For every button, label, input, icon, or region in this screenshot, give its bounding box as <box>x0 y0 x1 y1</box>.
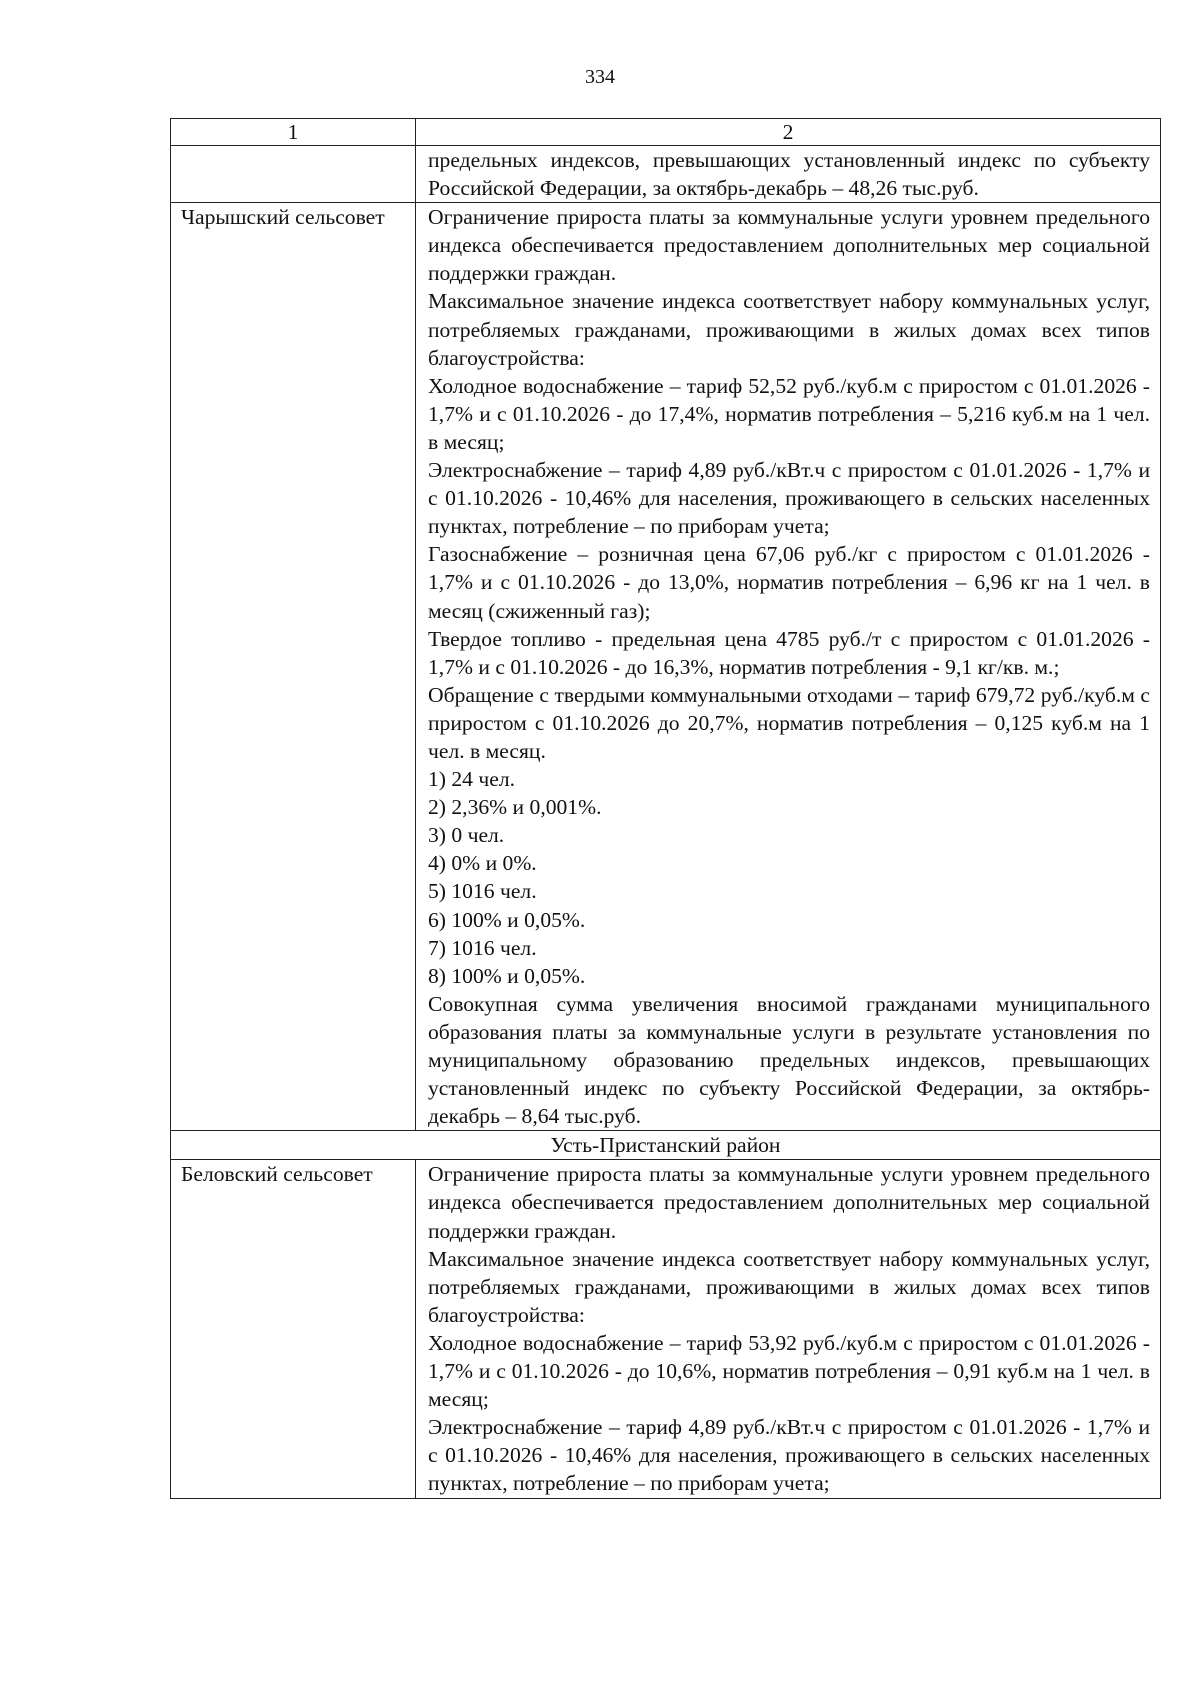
charysh-paragraph-electricity: Электроснабжение – тариф 4,89 руб./кВт.ч с приростом с 01.01.2026 - 1,7% и с 01.10.2026 - 10,46% для населения, проживающего в сельских населенных пунктах, потребление – по приборам учета; <box>428 458 1150 539</box>
belovsky-paragraph-electricity: Электроснабжение – тариф 4,89 руб./кВт.ч с приростом с 01.01.2026 - 1,7% и с 01.10.2026 - 10,46% для населения, проживающего в сельских населенных пунктах, потребление – по приборам учета; <box>428 1415 1150 1496</box>
charysh-list-item: 1) 24 чел. <box>428 767 515 792</box>
charysh-paragraph-solid-fuel: Твердое топливо - предельная цена 4785 руб./т с приростом с 01.01.2026 - 1,7% и с 01.10.2026 - до 16,3%, норматив потребления - 9,1 кг/кв. м.; <box>428 626 1150 679</box>
charysh-row <box>171 203 1161 1131</box>
charysh-paragraph-gas: Газоснабжение – розничная цена 67,06 руб./кг с приростом с 01.01.2026 - 1,7% и с 01.10.2026 - до 13,0%, норматив потребления – 6,96 кг на 1 чел. в месяц (сжиженный газ); <box>428 542 1150 623</box>
charysh-municipality-cell: Чарышский сельсовет <box>171 203 416 1131</box>
charysh-paragraph-limit: Ограничение прироста платы за коммунальные услуги уровнем предельного индекса обеспечивается предоставлением дополнительных мер социальной поддержки граждан. <box>428 205 1150 286</box>
belovsky-row <box>171 1160 1161 1498</box>
charysh-list-item: 7) 1016 чел. <box>428 935 537 960</box>
belovsky-paragraph-cold-water: Холодное водоснабжение – тариф 53,92 руб./куб.м с приростом с 01.01.2026 - 1,7% и с 01.10.2026 - до 10,6%, норматив потребления – 0,91 куб.м на 1 чел. в месяц; <box>428 1330 1150 1412</box>
column-header-1: 1 <box>171 119 416 146</box>
charysh-total-sum: Совокупная сумма увеличения вносимой гражданами муниципального образования платы за коммунальные услуги в результате установления по муниципальному образованию предельных индексов, превышающих установленный индекс по субъекту Российской Федерации, за октябрь-декабрь – 8,64 тыс.руб. <box>428 991 1150 1129</box>
tariff-table <box>170 118 1161 1499</box>
continuation-text-cell <box>416 146 1161 203</box>
belovsky-paragraph-limit: Ограничение прироста платы за коммунальные услуги уровнем предельного индекса обеспечивается предоставлением дополнительных мер социальной поддержки граждан. <box>428 1162 1150 1243</box>
charysh-paragraph-max-index: Максимальное значение индекса соответствует набору коммунальных услуг, потребляемых гражданами, проживающими в жилых домах всех типов благоустройства: <box>428 289 1150 370</box>
charysh-text-cell <box>416 203 1161 1131</box>
charysh-list-item: 5) 1016 чел. <box>428 879 537 904</box>
column-header-2: 2 <box>416 119 1161 146</box>
charysh-list-item: 4) 0% и 0%. <box>428 851 537 876</box>
charysh-list-item: 6) 100% и 0,05%. <box>428 907 586 932</box>
belovsky-paragraph-max-index: Максимальное значение индекса соответствует набору коммунальных услуг, потребляемых гражданами, проживающими в жилых домах всех типов благоустройства: <box>428 1246 1150 1327</box>
continuation-row <box>171 146 1161 203</box>
district-row <box>171 1131 1161 1160</box>
district-heading: Усть-Пристанский район <box>171 1131 1161 1160</box>
belovsky-text-cell <box>416 1160 1161 1498</box>
charysh-list-item: 2) 2,36% и 0,001%. <box>428 795 602 820</box>
charysh-paragraph-cold-water: Холодное водоснабжение – тариф 52,52 руб./куб.м с приростом с 01.01.2026 - 1,7% и с 01.10.2026 - до 17,4%, норматив потребления – 5,216 куб.м на 1 чел. в месяц; <box>428 373 1150 454</box>
belovsky-municipality-cell: Беловский сельсовет <box>171 1160 416 1498</box>
charysh-paragraph-waste: Обращение с твердыми коммунальными отходами – тариф 679,72 руб./куб.м с приростом с 01.10.2026 до 20,7%, норматив потребления – 0,125 куб.м на 1 чел. в месяц. <box>428 682 1150 763</box>
continuation-text: предельных индексов, превышающих установленный индекс по субъекту Российской Федерации, за октябрь-декабрь – 48,26 тыс.руб. <box>428 148 1150 201</box>
continuation-municipality-cell <box>171 146 416 203</box>
charysh-list-item: 8) 100% и 0,05%. <box>428 963 586 988</box>
page-number: 334 <box>585 66 615 88</box>
charysh-list-item: 3) 0 чел. <box>428 823 505 848</box>
table-header-row <box>171 119 1161 146</box>
